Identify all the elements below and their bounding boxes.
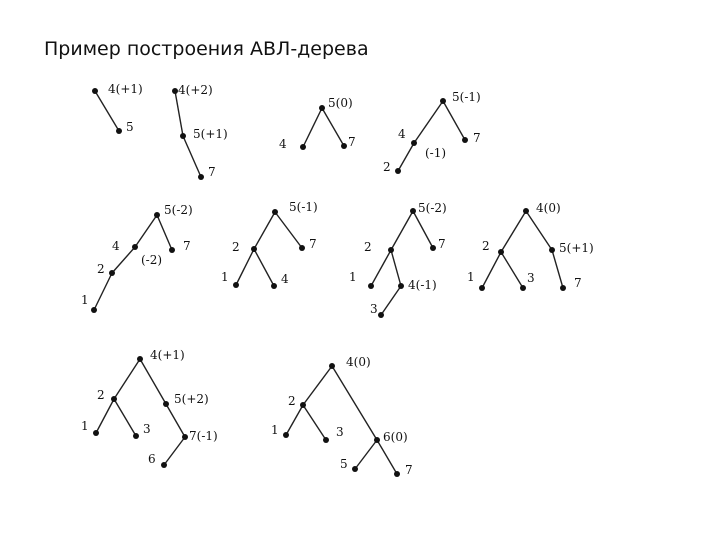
tree-node-label: 3 xyxy=(143,422,151,436)
tree-edge xyxy=(175,91,183,136)
tree-node-dot xyxy=(323,437,329,443)
tree-node-label: 7 xyxy=(183,239,191,253)
tree-node-label: 2 xyxy=(97,262,105,276)
tree-edge xyxy=(286,405,303,435)
tree-node-dot xyxy=(116,128,122,134)
tree-node-dot xyxy=(410,208,416,214)
tree-node-dot xyxy=(180,133,186,139)
tree-node-dot xyxy=(374,437,380,443)
page-title: Пример построения АВЛ-дерева xyxy=(44,38,369,60)
tree-node-dot xyxy=(430,245,436,251)
tree-node-dot xyxy=(271,283,277,289)
tree-edge xyxy=(413,211,433,248)
tree-edge xyxy=(391,250,401,286)
tree-node-dot xyxy=(111,396,117,402)
tree-node-label: 1 xyxy=(221,270,229,284)
tree-node-dot xyxy=(233,282,239,288)
tree-node-dot xyxy=(520,285,526,291)
tree-node-dot xyxy=(319,105,325,111)
tree-edge xyxy=(377,440,397,474)
tree-edge xyxy=(303,366,332,405)
tree-node-dot xyxy=(368,283,374,289)
tree-edge xyxy=(254,249,274,286)
tree-node-label: 1 xyxy=(467,270,475,284)
tree-8 xyxy=(467,201,594,291)
tree-node-label: 5(+1) xyxy=(559,241,594,255)
tree-3 xyxy=(279,96,356,151)
tree-node-label: 7 xyxy=(574,276,582,290)
tree-node-dot xyxy=(440,98,446,104)
tree-node-dot xyxy=(133,433,139,439)
tree-node-dot xyxy=(498,249,504,255)
tree-node-label: 7 xyxy=(405,463,413,477)
tree-node-dot xyxy=(154,212,160,218)
tree-node-label: 7 xyxy=(473,131,481,145)
tree-edge xyxy=(526,211,552,250)
tree-node-dot xyxy=(137,356,143,362)
tree-node-label: 2 xyxy=(383,160,391,174)
tree-node-label: 5(+1) xyxy=(193,127,228,141)
tree-node-label: 4 xyxy=(398,127,406,141)
tree-node-label: 7(-1) xyxy=(189,429,218,443)
tree-node-dot xyxy=(341,143,347,149)
tree-node-label: 3 xyxy=(527,271,535,285)
tree-node-label: 4 xyxy=(281,272,289,286)
tree-node-label: 2 xyxy=(288,394,296,408)
tree-node-label: 5(0) xyxy=(328,96,353,110)
tree-node-dot xyxy=(163,401,169,407)
tree-edge xyxy=(114,359,140,399)
tree-node-dot xyxy=(132,244,138,250)
tree-edge xyxy=(183,136,201,177)
tree-edge xyxy=(391,211,413,250)
tree-node-label: 5 xyxy=(126,120,134,134)
tree-node-label: 4(-1) xyxy=(408,278,437,292)
tree-node-dot xyxy=(93,430,99,436)
tree-9 xyxy=(81,348,218,468)
tree-node-dot xyxy=(388,247,394,253)
tree-node-label: 7 xyxy=(438,237,446,251)
tree-edge xyxy=(275,212,302,248)
tree-edge xyxy=(164,437,185,465)
tree-node-label: 4(+1) xyxy=(150,348,185,362)
tree-node-label: 2 xyxy=(97,388,105,402)
tree-node-dot xyxy=(378,312,384,318)
tree-node-dot xyxy=(251,246,257,252)
tree-node-dot xyxy=(299,245,305,251)
tree-6 xyxy=(221,200,318,289)
tree-node-label: 6(0) xyxy=(383,430,408,444)
tree-edge xyxy=(94,273,112,310)
tree-node-dot xyxy=(394,471,400,477)
tree-node-dot xyxy=(198,174,204,180)
tree-node-label: (-1) xyxy=(425,146,447,160)
tree-edge xyxy=(166,404,185,437)
tree-5 xyxy=(81,203,193,313)
tree-node-dot xyxy=(300,144,306,150)
tree-node-dot xyxy=(92,88,98,94)
tree-node-label: 5(-2) xyxy=(164,203,193,217)
tree-node-label: 1 xyxy=(81,293,89,307)
tree-2 xyxy=(172,83,228,180)
tree-node-label: 4(0) xyxy=(346,355,371,369)
tree-edge xyxy=(381,286,401,315)
tree-node-dot xyxy=(109,270,115,276)
tree-node-label: 7 xyxy=(309,237,317,251)
tree-edge xyxy=(443,101,465,140)
tree-edge xyxy=(501,211,526,252)
tree-node-label: 4(0) xyxy=(536,201,561,215)
tree-edge xyxy=(157,215,172,250)
tree-node-label: 1 xyxy=(349,270,357,284)
tree-node-label: (-2) xyxy=(141,253,163,267)
tree-edge xyxy=(322,108,344,146)
tree-node-label: 2 xyxy=(482,239,490,253)
tree-edge xyxy=(371,250,391,286)
tree-node-label: 2 xyxy=(232,240,240,254)
tree-node-dot xyxy=(182,434,188,440)
tree-node-dot xyxy=(169,247,175,253)
tree-edge xyxy=(482,252,501,288)
tree-edge xyxy=(135,215,157,247)
tree-node-dot xyxy=(395,168,401,174)
tree-node-label: 4 xyxy=(112,239,120,253)
tree-node-label: 1 xyxy=(271,423,279,437)
tree-edge xyxy=(303,108,322,147)
tree-edge xyxy=(114,399,136,436)
tree-node-dot xyxy=(560,285,566,291)
tree-node-label: 4 xyxy=(279,137,287,151)
tree-edge xyxy=(96,399,114,433)
tree-node-label: 6 xyxy=(148,452,156,466)
tree-1 xyxy=(92,82,143,134)
tree-node-dot xyxy=(398,283,404,289)
tree-node-dot xyxy=(352,466,358,472)
tree-node-dot xyxy=(272,209,278,215)
tree-edge xyxy=(414,101,443,143)
tree-node-dot xyxy=(300,402,306,408)
tree-node-label: 5(-1) xyxy=(452,90,481,104)
tree-node-label: 4(+2) xyxy=(178,83,213,97)
tree-node-label: 3 xyxy=(336,425,344,439)
tree-node-label: 7 xyxy=(208,165,216,179)
tree-node-label: 7 xyxy=(348,135,356,149)
tree-edge xyxy=(254,212,275,249)
tree-node-label: 5(-1) xyxy=(289,200,318,214)
tree-edge xyxy=(398,143,414,171)
tree-node-label: 1 xyxy=(81,419,89,433)
tree-10 xyxy=(271,355,413,477)
tree-node-dot xyxy=(549,247,555,253)
tree-edge xyxy=(303,405,326,440)
tree-node-dot xyxy=(462,137,468,143)
tree-node-label: 5 xyxy=(340,457,348,471)
tree-node-label: 3 xyxy=(370,302,378,316)
tree-edge xyxy=(501,252,523,288)
tree-edge xyxy=(140,359,166,404)
tree-node-label: 5(-2) xyxy=(418,201,447,215)
tree-node-dot xyxy=(479,285,485,291)
tree-node-dot xyxy=(411,140,417,146)
tree-node-dot xyxy=(283,432,289,438)
tree-edge xyxy=(95,91,119,131)
tree-edge xyxy=(355,440,377,469)
tree-node-dot xyxy=(91,307,97,313)
tree-node-label: 5(+2) xyxy=(174,392,209,406)
tree-node-dot xyxy=(523,208,529,214)
tree-node-dot xyxy=(161,462,167,468)
tree-7 xyxy=(349,201,447,318)
tree-node-label: 2 xyxy=(364,240,372,254)
tree-node-dot xyxy=(329,363,335,369)
tree-4 xyxy=(383,90,481,174)
tree-edge xyxy=(236,249,254,285)
tree-node-label: 4(+1) xyxy=(108,82,143,96)
tree-edge xyxy=(552,250,563,288)
